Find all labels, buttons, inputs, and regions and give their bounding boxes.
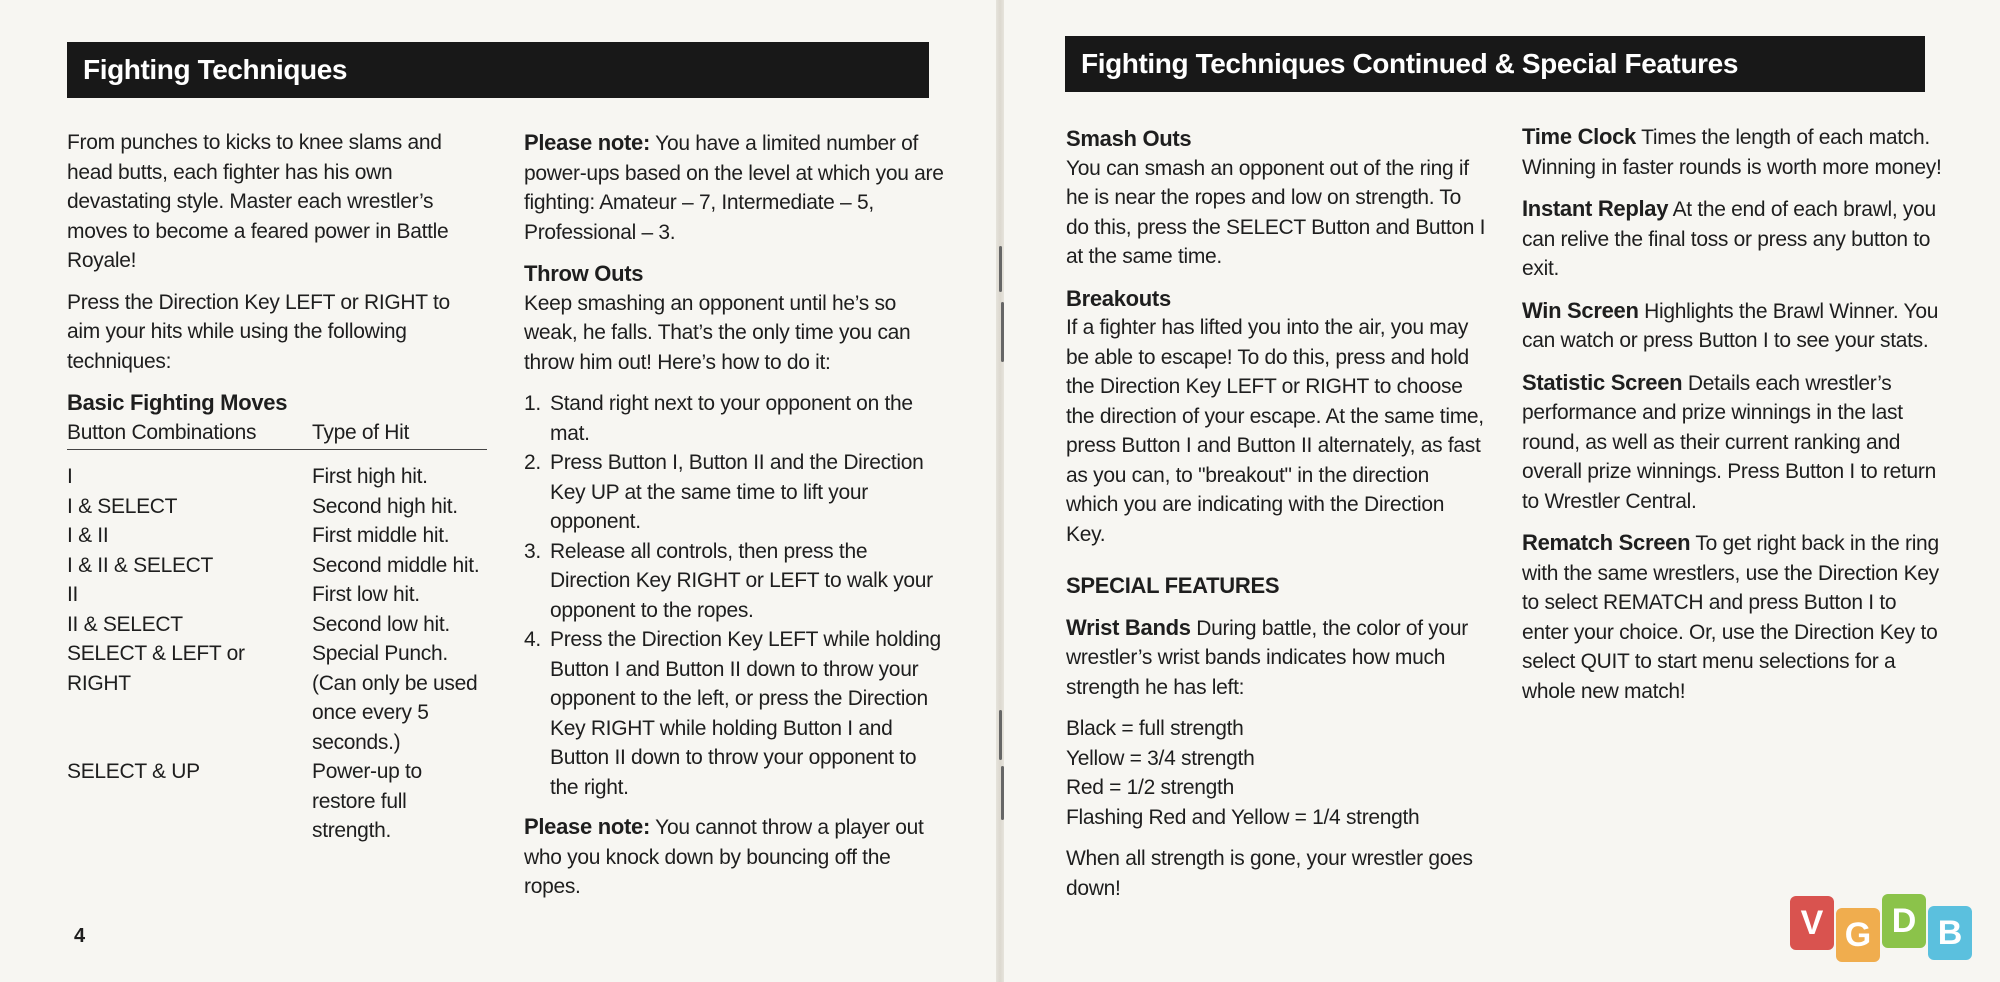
moves-table-row [67, 492, 487, 522]
step-text: Press the Direction Key LEFT while holding Button I and Button II down to throw your opponent to the left, or press the Direction Key RIGHT while holding Button I and Button II down to throw your opponent to the right. [550, 628, 941, 799]
logo-letter-tile: V [1790, 896, 1834, 950]
feature-text: To get right back in the ring with the same wrestlers, use the Direction Key to select REMATCH and press Button I to enter your choice. Or, use the Direction Key to select QUIT to start menu selections for a whole new match! [1522, 532, 1939, 703]
smash-outs-text: You can smash an opponent out of the ring if he is near the ropes and low on strength. To do this, press the SELECT Button and Button I at the same time. [1066, 156, 1486, 268]
left-column-2 [524, 128, 944, 914]
feature-label: Statistic Screen [1522, 369, 1683, 395]
throw-outs-heading: Throw Outs [524, 261, 644, 286]
rope-note [524, 812, 944, 902]
move-buttons: II & SELECT [67, 612, 183, 636]
special-features-heading: SPECIAL FEATURES [1066, 573, 1280, 598]
staple-top [999, 246, 1002, 292]
move-buttons: I & SELECT [67, 494, 178, 518]
feature-paragraph [1522, 296, 1942, 356]
power-up-note [524, 128, 944, 247]
feature-paragraph [1522, 194, 1942, 284]
feature-paragraph [1522, 528, 1942, 706]
note-text: You have a limited number of power-ups based on the level at which you are fighting: Amateur – 7, Intermediate – 5, Professional – 3. [524, 132, 944, 244]
note-label: Please note: [524, 130, 651, 155]
smash-outs-heading: Smash Outs [1066, 126, 1192, 151]
move-hit-type: Second low hit. [312, 612, 450, 636]
breakouts-heading: Breakouts [1066, 285, 1171, 311]
move-buttons: II [67, 583, 79, 606]
move-buttons: SELECT & UP [67, 760, 200, 783]
move-hit-type: Power-up to restore full strength. [312, 760, 422, 842]
feature-text: Highlights the Brawl Winner. You can watch or press Button I to see your stats. [1522, 299, 1939, 352]
feature-paragraph [1522, 122, 1942, 182]
logo-letter-tile: G [1836, 908, 1880, 962]
move-hit-type: Second middle hit. [312, 553, 480, 577]
breakouts-text: If a fighter has lifted you into the air, you may be able to escape! To do this, press and hold the Direction Key LEFT or RIGHT to choose the direction of your escape. At the same time, press Button I and Button II alternately, as fast as you can, to "breakout" in the direction which you are indicating with the Direction Key. [1066, 316, 1484, 546]
feature-label: Win Screen [1522, 297, 1639, 323]
right-column-2 [1522, 122, 1942, 718]
move-buttons: I [67, 465, 73, 488]
strength-level: Red = 1/2 strength [1066, 776, 1234, 799]
moves-table-header [67, 418, 487, 451]
feature-label: Time Clock [1522, 124, 1636, 149]
step-number: 1. [524, 392, 541, 415]
throw-step [524, 389, 944, 448]
feature-paragraph [1522, 368, 1942, 517]
step-text: Press Button I, Button II and the Direction Key UP at the same time to lift your opponent. [550, 451, 924, 533]
throw-outs-intro: Keep smashing an opponent until he’s so weak, he falls. That’s the only time you can throw him out! Here’s how to do it: [524, 291, 911, 374]
moves-table-row [67, 580, 487, 610]
moves-header-hit: Type of Hit [312, 420, 410, 444]
wrist-bands-label: Wrist Bands [1066, 614, 1191, 640]
note-label: Please note: [524, 814, 651, 839]
move-hit-type: First middle hit. [312, 524, 450, 547]
staple-bottom-2 [1001, 766, 1004, 820]
moves-table-row [67, 757, 487, 846]
strength-level: Yellow = 3/4 strength [1066, 746, 1255, 770]
move-hit-type: Special Punch. (Can only be used once every 5 seconds.) [312, 642, 478, 754]
basic-moves-heading: Basic Fighting Moves [67, 390, 288, 415]
move-hit-type: Second high hit. [312, 494, 458, 518]
moves-table-row [67, 610, 487, 640]
moves-header-buttons: Button Combinations [67, 420, 257, 444]
strength-gone-text: When all strength is gone, your wrestler goes down! [1066, 847, 1473, 900]
step-number: 3. [524, 539, 541, 563]
book-spine [996, 0, 1004, 982]
vgdb-logo [1790, 892, 1990, 972]
feature-label: Rematch Screen [1522, 530, 1691, 555]
feature-text: Details each wrestler’s performance and prize winnings in the last round, as well as their current ranking and overall prize winnings. Press Button I to return to Wrestler Central. [1522, 371, 1936, 513]
throw-steps-list [524, 389, 944, 802]
throw-step [524, 448, 944, 537]
move-buttons: SELECT & LEFT or RIGHT [67, 642, 245, 695]
wrist-bands-text: During battle, the color of your wrestler’s wrist bands indicates how much strength he has left: [1066, 616, 1468, 699]
right-column-1 [1066, 124, 1486, 915]
strength-level: Black = full strength [1066, 717, 1244, 740]
left-page-banner: Fighting Techniques [67, 42, 929, 98]
note-text: You cannot throw a player out who you knock down by bouncing off the ropes. [524, 816, 924, 898]
staple-bottom [999, 710, 1002, 760]
step-number: 2. [524, 451, 541, 474]
feature-text: At the end of each brawl, you can relive the final toss or press any button to exit. [1522, 198, 1936, 280]
move-buttons: I & II & SELECT [67, 553, 214, 577]
strength-levels-list [1066, 714, 1486, 832]
moves-table-row [67, 462, 487, 492]
aim-paragraph: Press the Direction Key LEFT or RIGHT to aim your hits while using the following techniques: [67, 290, 450, 373]
left-column-1 [67, 128, 487, 846]
staple-top-2 [1001, 302, 1004, 362]
intro-paragraph: From punches to kicks to knee slams and head butts, each fighter has his own devastating style. Master each wrestler’s moves to become a feared power in Battle Royale! [67, 131, 449, 272]
moves-table-body [67, 462, 487, 846]
throw-step [524, 537, 944, 626]
wrist-bands-paragraph [1066, 613, 1486, 703]
page-number: 4 [74, 925, 86, 947]
throw-step [524, 625, 944, 802]
strength-level: Flashing Red and Yellow = 1/4 strength [1066, 805, 1420, 829]
step-number: 4. [524, 628, 541, 651]
moves-table-row [67, 521, 487, 551]
feature-label: Instant Replay [1522, 196, 1669, 221]
moves-table-row [67, 639, 487, 757]
step-text: Release all controls, then press the Direction Key RIGHT or LEFT to walk your opponent to the ropes. [550, 539, 933, 622]
logo-letter-tile: D [1882, 894, 1926, 948]
move-hit-type: First high hit. [312, 465, 428, 488]
feature-text: Times the length of each match. Winning in faster rounds is worth more money! [1522, 126, 1942, 179]
right-page-banner: Fighting Techniques Continued & Special Features [1065, 36, 1925, 92]
moves-table-row [67, 551, 487, 581]
step-text: Stand right next to your opponent on the mat. [550, 392, 913, 445]
logo-letter-tile: B [1928, 906, 1972, 960]
move-hit-type: First low hit. [312, 583, 420, 606]
move-buttons: I & II [67, 524, 109, 547]
